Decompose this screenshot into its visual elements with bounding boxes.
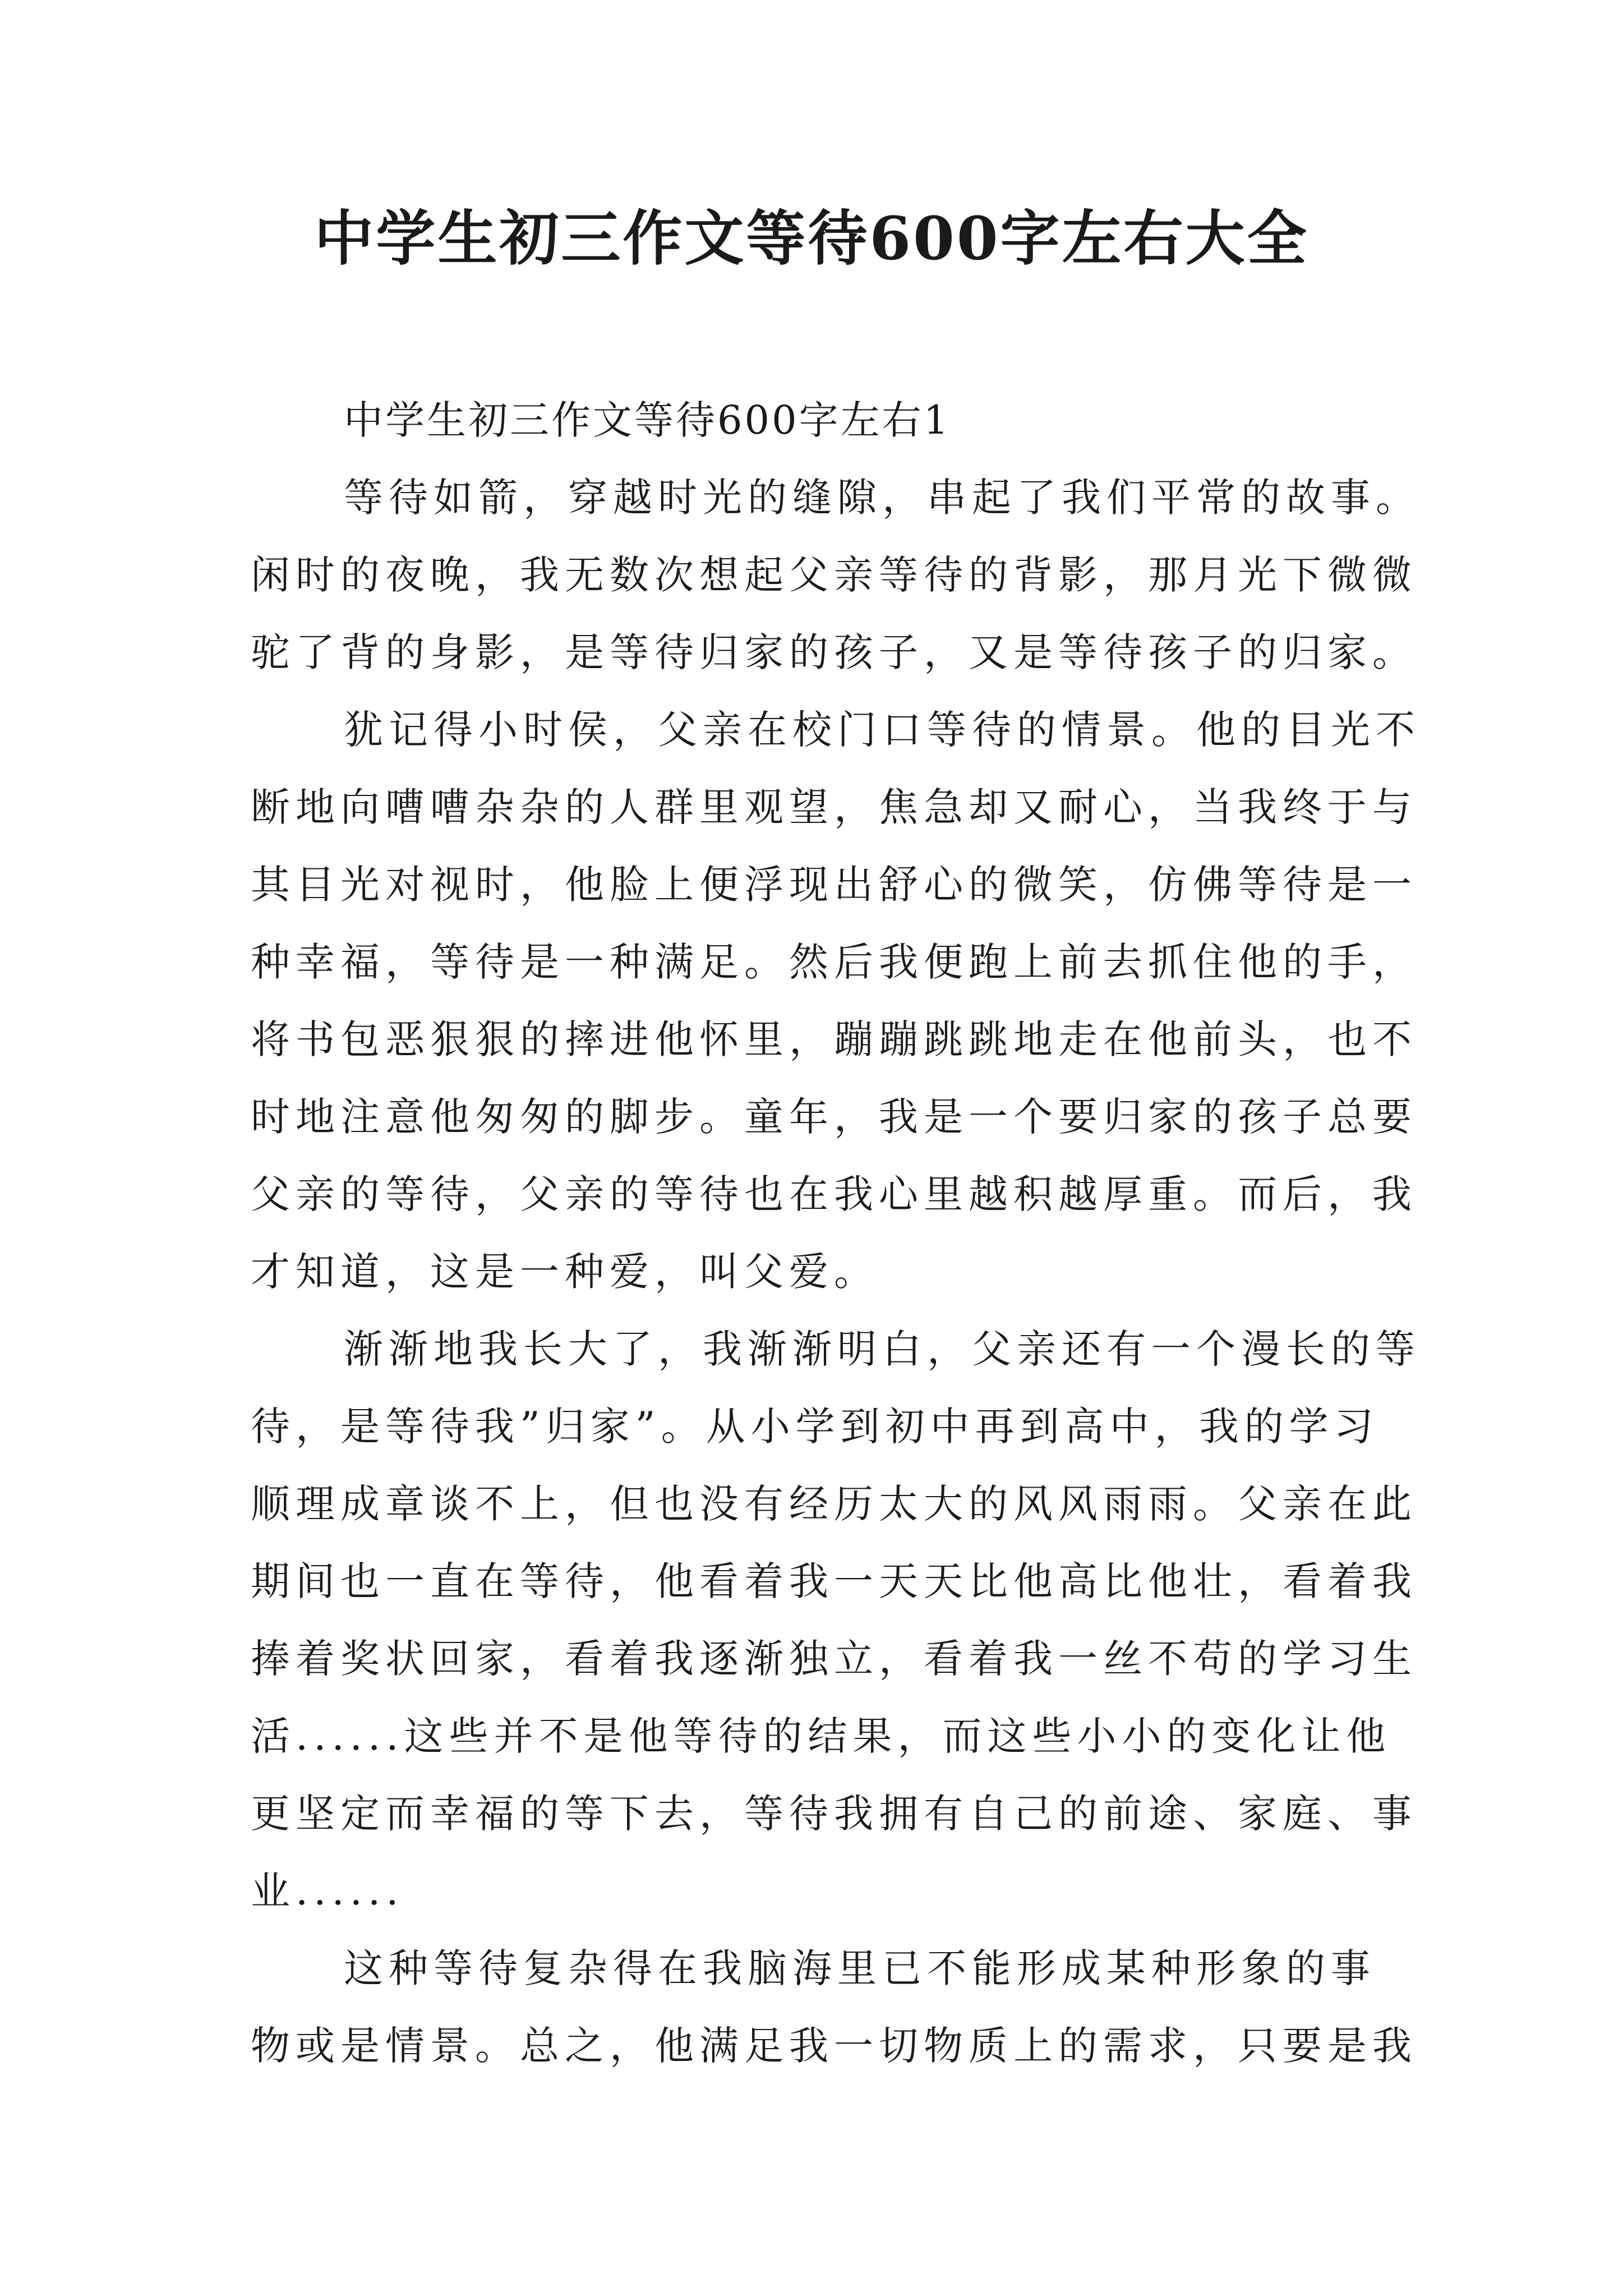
paragraph-3 xyxy=(251,1310,1421,1930)
text-line: 物或是情景。总之，他满足我一切物质上的需求，只要是我 xyxy=(251,2023,1417,2069)
paragraph-2 xyxy=(251,691,1421,1310)
text-line: 驼了背的身影，是等待归家的孩子，又是等待孩子的归家。 xyxy=(251,629,1417,675)
document-title: 中学生初三作文等待600字左右大全 xyxy=(314,203,1309,273)
text-line: 等待如箭，穿越时光的缝隙，串起了我们平常的故事。 xyxy=(344,475,1421,521)
paragraph-4 xyxy=(251,1930,1417,2085)
text-line: 业...... xyxy=(251,1868,404,1914)
text-line: 断地向嘈嘈杂杂的人群里观望，焦急却又耐心，当我终于与 xyxy=(251,784,1417,830)
text-line: 父亲的等待，父亲的等待也在我心里越积越厚重。而后，我 xyxy=(251,1171,1417,1217)
text-line: 才知道，这是一种爱，叫父爱。 xyxy=(251,1249,879,1295)
text-line: 渐渐地我长大了，我渐渐明白，父亲还有一个漫长的等 xyxy=(344,1326,1421,1372)
text-line: 其目光对视时，他脸上便浮现出舒心的微笑，仿佛等待是一 xyxy=(251,862,1417,908)
text-line: 闲时的夜晚，我无数次想起父亲等待的背影，那月光下微微 xyxy=(251,552,1417,598)
text-line: 期间也一直在等待，他看着我一天天比他高比他壮，看着我 xyxy=(251,1558,1417,1604)
text-line: 犹记得小时侯，父亲在校门口等待的情景。他的目光不 xyxy=(344,707,1421,753)
text-line: 活......这些并不是他等待的结果，而这些小小的变化让他 xyxy=(251,1713,1391,1759)
text-line: 顺理成章谈不上，但也没有经历太大的风风雨雨。父亲在此 xyxy=(251,1481,1417,1527)
text-line: 种幸福，等待是一种满足。然后我便跑上前去抓住他的手， xyxy=(251,939,1417,985)
document-body xyxy=(251,381,1421,2085)
section-heading: 中学生初三作文等待600字左右1 xyxy=(344,397,951,443)
text-line: 更坚定而幸福的等下去，等待我拥有自己的前途、家庭、事 xyxy=(251,1791,1417,1837)
text-line: 这种等待复杂得在我脑海里已不能形成某种形象的事 xyxy=(344,1945,1376,1991)
text-line: 时地注意他匆匆的脚步。童年，我是一个要归家的孩子总要 xyxy=(251,1094,1417,1140)
text-line: 将书包恶狠狠的摔进他怀里，蹦蹦跳跳地走在他前头，也不 xyxy=(251,1016,1417,1062)
text-line: 捧着奖状回家，看着我逐渐独立，看着我一丝不苟的学习生 xyxy=(251,1636,1417,1682)
paragraph-1 xyxy=(251,459,1421,691)
text-line: 待，是等待我”归家”。从小学到初中再到高中，我的学习 xyxy=(251,1404,1379,1450)
